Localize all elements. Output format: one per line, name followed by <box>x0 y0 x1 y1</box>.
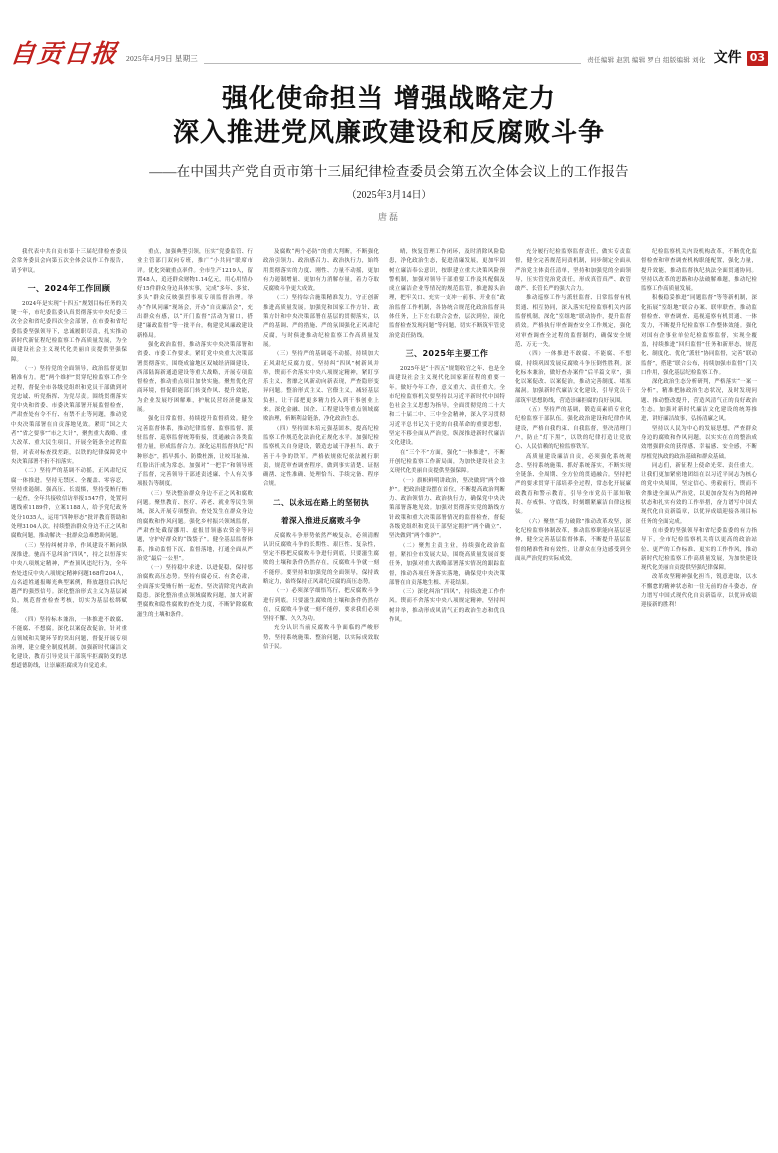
article-paragraph: 坚持以人民为中心的发展思想，严查群众身边的腐败和作风问题，以实实在在的整治成效增强群众的获得感、幸福感、安全感，不断厚植党执政的政治基础和群众基础。 <box>641 425 757 460</box>
masthead <box>10 26 768 70</box>
article-paragraph: 积极稳妥推进“同题监督”等等新机制，深化拓展“室组地”联合办案、联审联查，推动监督检查、审查调查、巡视巡察有机贯通、一体发力，不断提升纪检监察工作整体效能。强化对国有企事业单位纪检监察监督，实现全覆盖，持续推进“回归监督”任务和新形态，规范化、制度化、优化“派驻”协同监督，完善“联动监督”，搭建“联合公布，持续加强市监督”门关口作用，强化基层纪检监察工作。 <box>641 295 757 376</box>
article-paragraph: （三）坚决整治群众身边不正之风和腐败问题。聚焦教育、医疗、养老、就业等民生领域，深入开展专项整治，查处发生在群众身边的腐败和作风问题。强化乡村振兴领域监督，严肃查处截留挪用、虚报冒领惠农资金等问题，守护好群众的“钱袋子”。健全基层监督体系，推动监督下沉、监督落地，打通全面从严治党“最后一公里”。 <box>137 490 253 562</box>
article-paragraph: （三）坚持严的基调毫不动摇，持续加大正风肃纪反腐力度。坚持纠“四风”树新风并举，锲而不舍落实中央八项规定精神，紧盯享乐主义、奢靡之风新动向新表现，严查隐形变异问题。整治形式主义、官僚主义，减轻基层负担，让干部把更多精力投入到干事创业上来。深化金融、国企、工程建设等重点领域腐败治理，斩断利益链条，净化政治生态。 <box>263 351 379 423</box>
article-columns <box>6 248 772 1149</box>
article-column <box>636 248 762 1149</box>
article-paragraph: 及腐败“两个必防”的重大判断，不断强化政治引领力、政治感召力、政治执行力，始终用贯彻落实的力度、刚性、力量不动摇，更加有力遏制增量、更加有力消解存量，着力夺取反腐败斗争更大成效。 <box>263 249 379 293</box>
article-paragraph: 在市委的坚强领导和省纪委监委的有力指导下，全市纪检监察机关将以更高的政治站位、更严的工作标准、更实的工作作风，推动新时代纪检监察工作高质量发展，为加快建设现代化美丽自贡提供坚强纪律保障。 <box>641 527 757 572</box>
section-heading: 二、以永远在路上的坚韧执 <box>273 497 369 507</box>
article-paragraph: （六）聚焦“着力破除”推动改革攻坚，深化纪检监察体制改革，推动监察职能向基层延伸，健全完善基层监督体系，不断提升基层监督的精准性和有效性，让群众在身边感受到全面从严治党的实际成效。 <box>515 518 631 562</box>
article-paragraph: 改革攻坚精神强化担当，锐意进取，以水不懈怠的精神状态和一往无前的奋斗姿态，奋力谱写中国式现代化自贡新篇章，以优异成绩迎接新的胜利！ <box>641 574 757 609</box>
article-paragraph: 纪检监察机关内设机构改革，不断优化监督检查和审查调查机构职能配置，强化力量，提升效能，推动监督执纪执法全面贯通协同。坚持以改革的思路和办法破解难题，推动纪检监察工作高质量发展。 <box>641 249 757 293</box>
section-label: 文件 <box>713 51 742 66</box>
article-paragraph: （二）坚持综合施策精准发力，守正创新推进高质量发展。加强党和国家工作方针、政策方针和中央决策部署在基层的贯彻落实，以严的基调、严的措施、严的氛围强化正风肃纪反腐，与时俱进推动纪检监察工作高质量发展。 <box>263 295 379 348</box>
article-paragraph: 2024年是实现“十四五”规划目标任务的关键一年，市纪委监委认真贯彻落实中央纪委三次全会和省纪委四次全会部署，在市委和省纪委监委坚强领导下，忠诚履职尽责，扎实推动新时代新征程纪检监察工作高质量发展，为全面建设社会主义现代化美丽自贡提供坚强保障。 <box>11 300 127 363</box>
article-subtitle: ——在中国共产党自贡市第十三届纪律检查委员会第五次全体会议上的工作报告 <box>149 163 629 179</box>
article-column <box>384 248 510 1149</box>
article-paragraph: 强化日常监督，持续提升监督质效。健全完善监督体系，推动纪律监督、监察监督、派驻监督、巡察监督统筹衔接，贯通融合各类监督力量，形成监督合力。深化运用监督执纪“四种形态”，抓早抓小、防微杜渐，让咬耳扯袖、红脸出汗成为常态。加强对“一把手”和领导班子监督，完善领导干部述责述廉、个人有关事项报告等制度。 <box>137 416 253 488</box>
headline-line-2: 深入推进党风廉政建设和反腐败斗争 <box>172 118 605 149</box>
article-paragraph: （一）旗帜鲜明讲政治，坚决做到“两个维护”。把政治建设摆在首位，不断提高政治判断力、政治领悟力、政治执行力，确保党中央决策部署落地见效。加强对贯彻落实党的路线方针政策和重大决策部署情况的监督检查，督促各级党组织和党员干部坚定拥护“两个确立”、坚决做到“两个维护”。 <box>389 477 505 540</box>
article-paragraph: 高质量建设廉洁自贡，必须强化系统观念、坚持系统施策、抓好系统落实，不断实现全链条、全周期、全方位的贯通融合。坚持把严的要求贯穿干部培养全过程，常态化开展廉政教育和警示教育，引导全市党员干部知敬畏、存戒惧、守底线，时刻绷紧廉洁自律这根弦。 <box>515 453 631 516</box>
publication-date: 2025年4月9日 星期三 <box>126 54 198 63</box>
masthead-divider <box>204 62 581 64</box>
article-paragraph: （一）必须深学细悟笃行，把反腐败斗争进行到底。只要滋生腐败的土壤和条件仍然存在，反腐败斗争就一刻不能停，要求我们必须坚持不懈、久久为功。 <box>263 588 379 623</box>
page-number-badge: 03 <box>747 51 768 66</box>
article-subtitle-date: （2025年3月14日） <box>346 189 432 201</box>
article-paragraph: （二）坚持严的基调不动摇，正风肃纪反腐一体推进。坚持无禁区、全覆盖、零容忍，坚持重遏制、强高压、长震慑，坚持受贿行贿一起查，全年共接收信访举报1547件，处置问题线索1189件，立案1188人，给予党纪政务处分1035人，运用“四种形态”批评教育帮助和处理3104人次。持续整治群众身边不正之风和腐败问题，推动解决一批群众急难愁盼问题。 <box>11 468 127 540</box>
article-paragraph: 充分履行纪检监察监督责任，做实专责监督，健全完善规范问责机制，同步制定全面从严治党主体责任清单，坚持和加强党的全面领导，压实管党治党责任，形成真管真严、敢管敢严、长管长严的强大合力。 <box>515 249 631 293</box>
article-column <box>510 248 636 1149</box>
editor-credits: 责任编辑 赵凯 编辑 罗白 组版编辑 刘化 <box>587 57 706 64</box>
article-paragraph: （三）坚持纠树并举，作风建设不断向纵深推进。驰而不息纠治“四风”，持之以恒落实中央八项规定精神，严查顶风违纪行为，全年查处违反中央八项规定精神问题168件204人，点名道姓通报曝光典型案例，释放越往后执纪越严的强烈信号。深化整治形式主义为基层减负，规范督查检查考核，切实为基层松绑赋能。 <box>11 542 127 614</box>
headline-line-1: 强化使命担当 增强战略定力 <box>221 84 557 114</box>
article-paragraph: （一）坚持党的全面领导，政治监督更加精准有力。把“两个维护”贯穿纪检监察工作全过程，督促全市各级党组织和党员干部做到对党忠诚、听党指挥、为党尽责。围绕贯彻落实党中央和省委、市委决策部署开展监督检查，严肃查处有令不行、有禁不止等问题，推动党中央决策部署在自贡落地见效。紧盯“国之大者”“省之要事”“市之大计”，聚焦重大战略、重大改革、重大民生项目，开展全链条全过程监督，对表对标查找差距，以铁的纪律保障党中央决策部署不折不扣落实。 <box>11 365 127 465</box>
article-column <box>6 248 132 1149</box>
article-paragraph: （五）坚持严的基调，锻造高素质专业化纪检监察干部队伍。强化政治建设和纪律作风建设，严格自我约束、自我监督，坚决清理门户，防止“灯下黑”，以铁的纪律打造让党放心、人民信赖的纪检监察铁军。 <box>515 407 631 451</box>
article-paragraph: （四）坚持标本兼治，一体推进不敢腐、不能腐、不想腐。深化以案促改促治，针对重点领域和关键环节的突出问题，督促开展专项治理，建立健全制度机制。加强新时代廉洁文化建设，教育引导党员干部筑牢拒腐防变的思想道德防线，让崇廉拒腐成为自觉追求。 <box>11 616 127 670</box>
section-heading: 三、2025年主要工作 <box>405 348 489 358</box>
article-paragraph: 晴，恢复管理工作闭环，及时消除风险隐患，净化政治生态，促进清廉发展，更加牢固树立廉洁奉公意识，按职建立重大决策风险预警机制，加强对领导干部重要工作及其配偶及成立廉洁企业等情况的规范监管，推进源头治理，把牢关口、充实一支冲一前事、开业在“政治监督工作机制，各协统合规范化政治监督具体任务，上下左右联合会查，层次到位，滚化监督检查发现问题”等问题，切实不断筑牢管党治党责任防线。 <box>389 249 505 339</box>
article-paragraph: 我代表中共自贡市第十三届纪律检查委员会常务委员会向第五次全体会议作工作报告，请予审议。 <box>11 249 127 274</box>
article-column <box>258 248 384 1149</box>
section-heading-line-2: 着深入推进反腐败斗争 <box>281 516 361 526</box>
article-paragraph: （一）坚持稳中求进、以进促稳，保持惩治腐败高压态势。坚持有腐必反、有贪必肃，全面落实受贿行贿一起查，坚决清除党内政治隐患。深化整治重点领域腐败问题，加大对新型腐败和隐性腐败的查处力度，不断铲除腐败滋生的土壤和条件。 <box>137 565 253 618</box>
article-paragraph: 同志们，新征程上使命光荣、责任重大。让我们更加紧密地团结在以习近平同志为核心的党中央周围，坚定信心、勇毅前行，锲而不舍推进全面从严治党，以更加奋发有为的精神状态和扎实有效的工作举措，奋力谱写中国式现代化自贡新篇章，以优异成绩迎接各项目标任务的全面完成。 <box>641 462 757 525</box>
article-paragraph: 强化政治监督，推动落实中央决策部署和省委、市委工作要求。紧盯党中央重大决策部署贯彻落实，围绕成渝地区双城经济圈建设、西部陆海新通道建设等重大战略，开展专项监督检查，推动重点项目加快实施。聚焦优化营商环境，督促职能部门转变作风、提升效能，为企业发展纾困解难，护航民营经济健康发展。 <box>137 341 253 414</box>
article-column <box>132 248 258 1149</box>
article-paragraph: 在“三个不”方面，强化“一体推进”，不断开创纪检监察工作新局面，为加快建设社会主义现代化美丽自贡提供坚强保障。 <box>389 449 505 475</box>
section-heading: 一、2024年工作回顾 <box>27 283 111 293</box>
article-paragraph: 充分认识当前反腐败斗争面临的严峻形势，坚持系统施策、整治问题，以实际成效取信于民。 <box>263 625 379 651</box>
article-byline: 唐磊 <box>377 211 400 222</box>
headline-block <box>16 82 762 223</box>
article-paragraph: 重点，加强典型引领，压实“党委监管、行业主管部门双向专班，推广“小共同”联席市评。优化突破重点率件。全市生产1219人，留置48人，追还群众财物1.14亿元，用心用情办好15件群众身边具体实事，完成“多年、多贫、多头”群众反映强烈事项专项监督治理。举办“作风问廉”现场会，开办“自贡廉洁会”，充出群众有感，以“开门监督”活动为窗口，搭建“廉政监督”等一批平台，构建党风廉政建设新格局。 <box>137 249 253 339</box>
article-paragraph: 2025年是“十四五”规划收官之年、也是全面建设社会主义现代化国家新征程的重要一年。做好今年工作，意义重大、责任重大。全市纪检监察机关要坚持以习近平新时代中国特色社会主义思想为指导，全面贯彻党的二十大和二十届二中、三中全会精神，深入学习贯彻习近平总书记关于党的自我革命的重要思想，坚定不移全面从严治党，纵深推进新时代廉洁文化建设。 <box>389 365 505 447</box>
article-paragraph: 推动巡察工作与派驻监督、日常监督有机贯通、相互协同，深入落实纪检监察机关内部监督机制，深化“室组地”联动协作，提升监督质效。严格执行审查调查安全工作规定，强化对审查调查全过程的监督制约，确保安全规范、万无一失。 <box>515 295 631 348</box>
article-paragraph: 反腐败斗争形势依然严峻复杂，必须清醒认识反腐败斗争的长期性、艰巨性、复杂性，坚定不移把反腐败斗争进行到底，只要滋生腐败的土壤和条件仍然存在，反腐败斗争就一刻不能停。要坚持和加强党的全面领导，保持战略定力，始终保持正风肃纪反腐的高压态势。 <box>263 532 379 585</box>
article-paragraph: （二）聚焦主责主业，持续强化政治监督。紧扣全市发展大局，围绕高质量发展首要任务，加强对重大战略部署落实情况的跟踪监督，推动各项任务落实落地，确保党中央决策部署在自贡落地生根、开花结果。 <box>389 542 505 586</box>
article-paragraph: 深化政治生态分析研判，严格落实“一案一分析”，精准把脉政治生态状况，及时发现问题、推动整改提升，营造风清气正的良好政治生态。加强对新时代廉洁文化建设的统筹推进，讲好廉洁故事，弘扬清廉之风。 <box>641 379 757 423</box>
article-paragraph: （四）坚持固本培元强基固本，提高纪检监察工作规范化法治化正规化水平。加强纪检监察机关自身建设，锻造忠诚干净担当、敢于善于斗争的铁军。严格依规依纪依法履行职责，规范审查调查程序，做到事实清楚、证据确凿、定性准确、处理恰当、手续完备、程序合规。 <box>263 425 379 488</box>
article-paragraph: （三）深化纠治“四风”，持续改进工作作风。锲而不舍落实中央八项规定精神，坚持纠树并举，推动形成风清气正的政治生态和优良作风。 <box>389 589 505 623</box>
article-paragraph: （四）一体推进不敢腐、不能腐、不想腐，持续巩固发展反腐败斗争压倒性胜利。深化标本兼治，做好查办案件“后半篇文章”，强化以案促改、以案促治，推动完善制度、堵塞漏洞。加强新时代廉洁文化建设，引导党员干部筑牢思想防线，营造崇廉拒腐的良好氛围。 <box>515 351 631 404</box>
newspaper-logo: 自贡日报 <box>8 39 120 68</box>
